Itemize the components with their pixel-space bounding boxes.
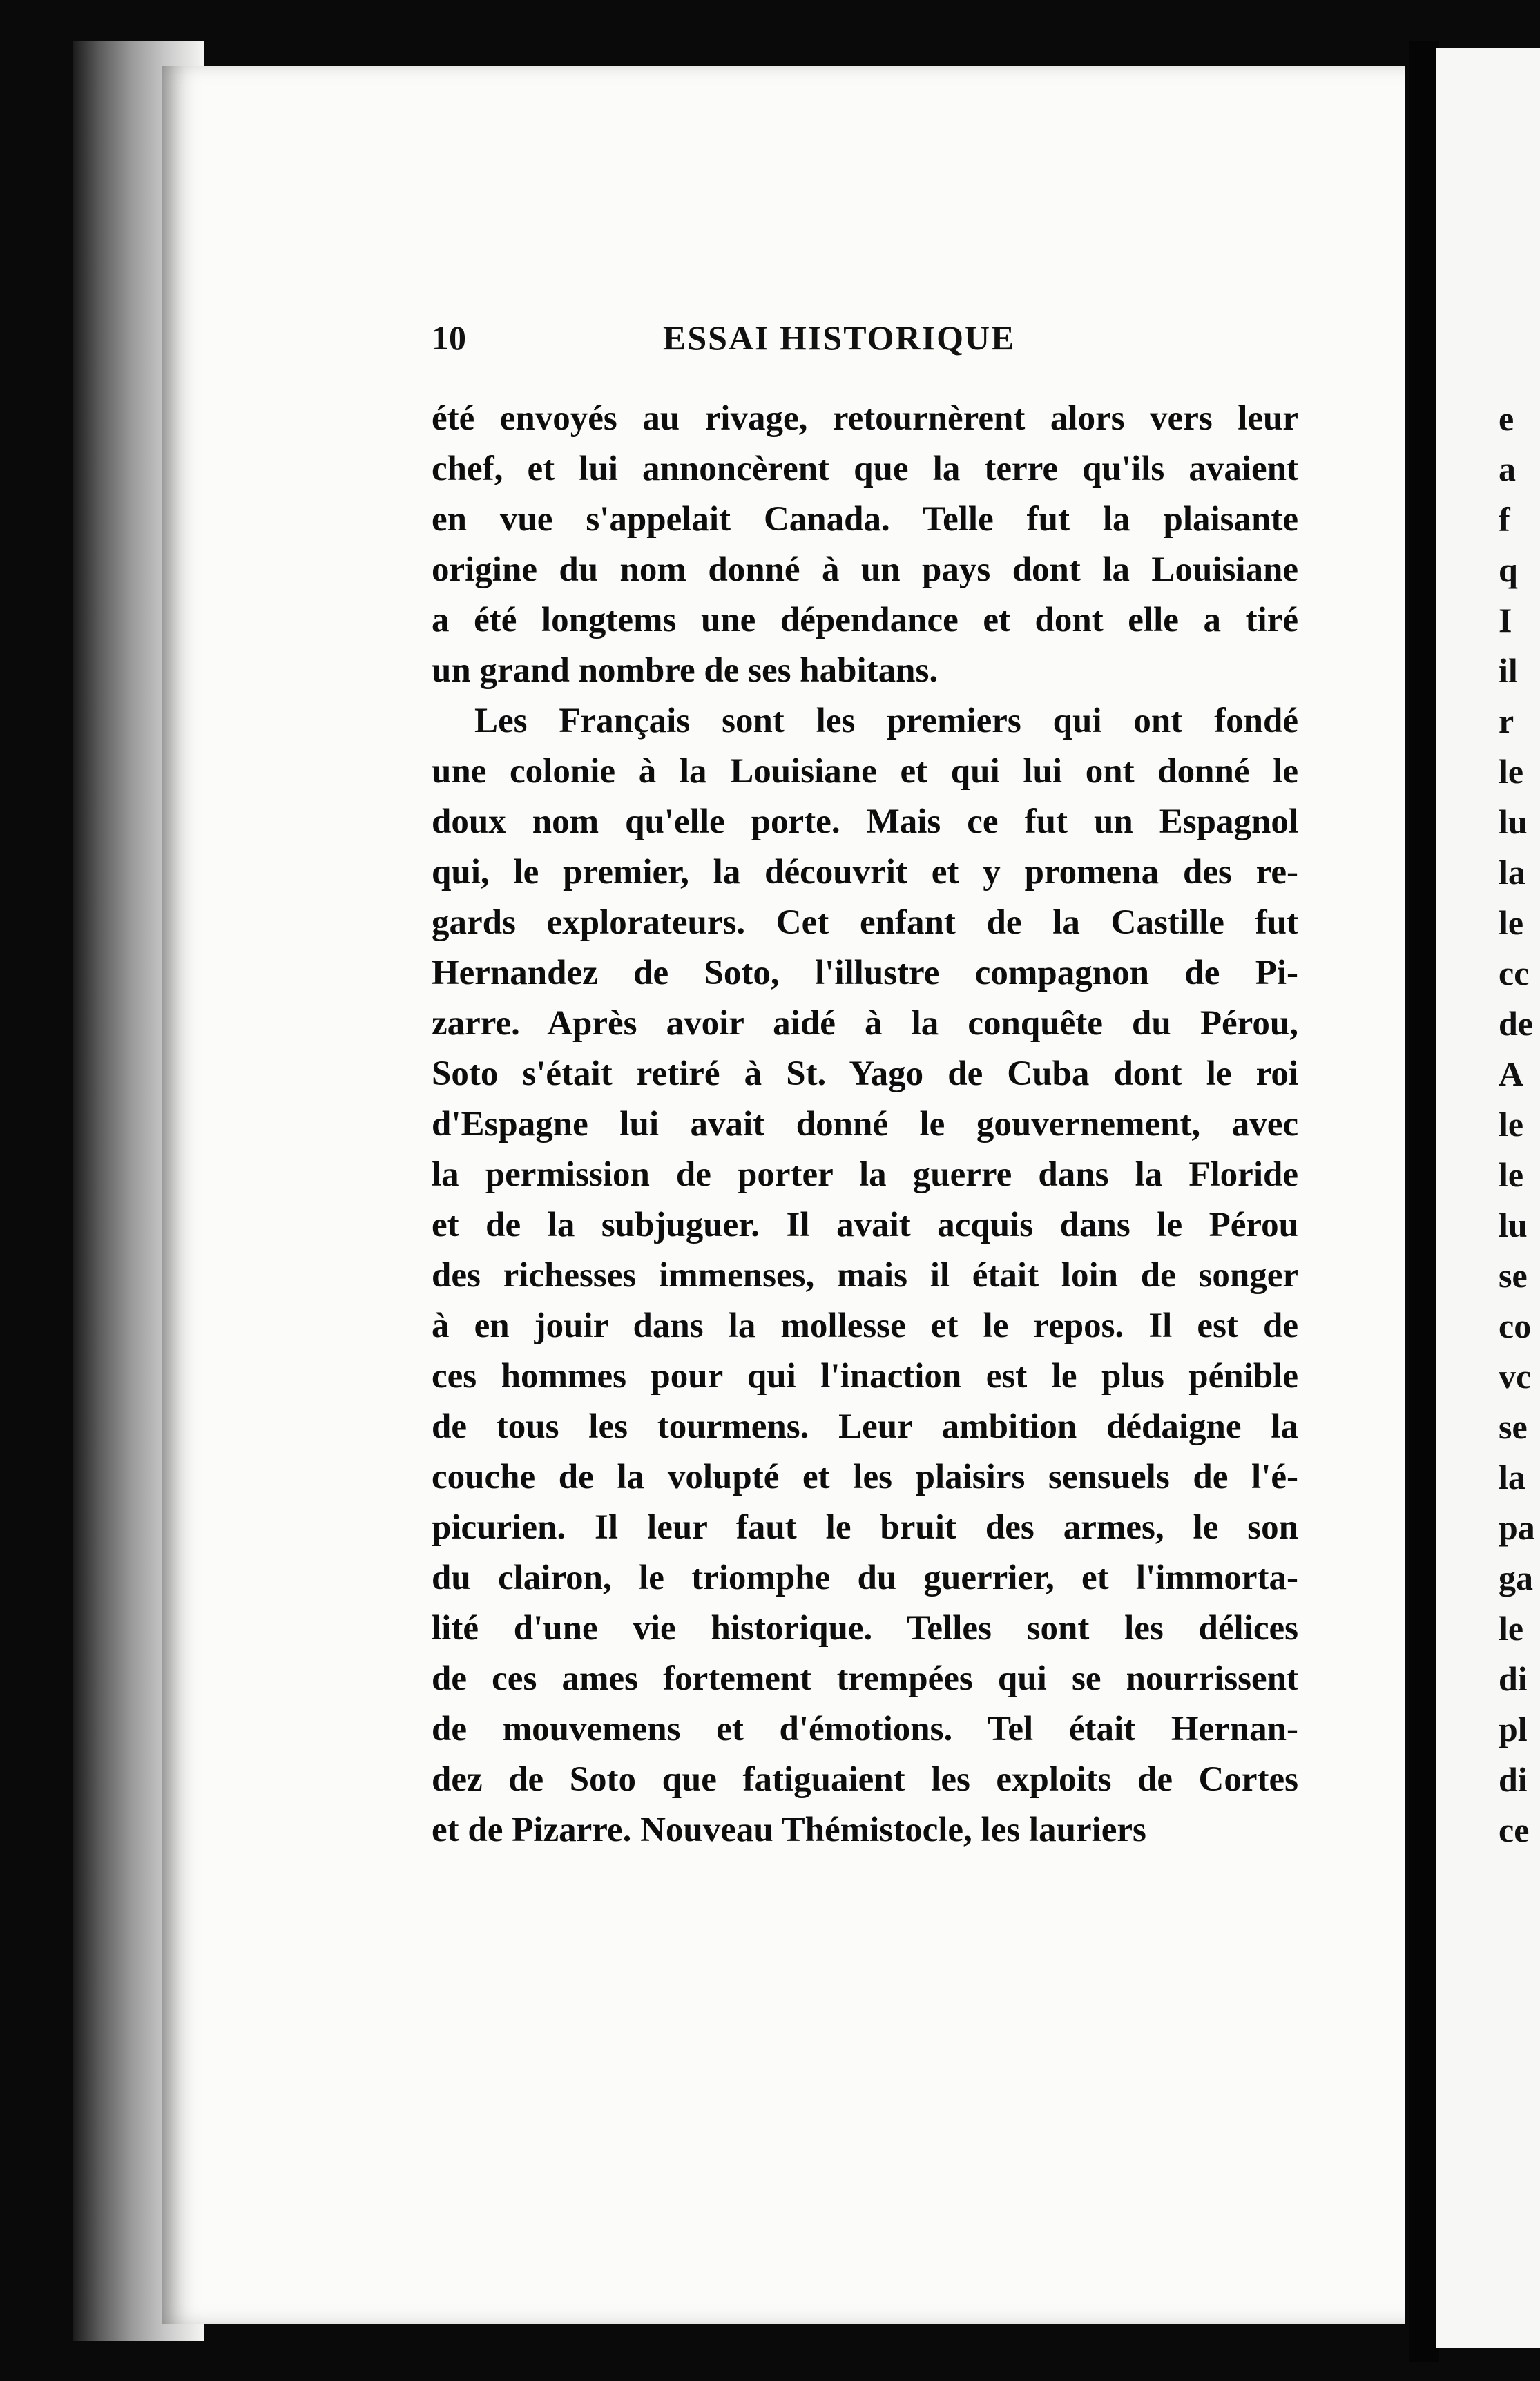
facing-page-fragment: di <box>1499 1760 1528 1799</box>
facing-page-fragment: de <box>1499 1004 1533 1043</box>
facing-page-fragment: I <box>1499 601 1512 639</box>
text-line: origine du nom donné à un pays dont la Louisiane <box>432 550 1298 589</box>
facing-page-fragment: a <box>1499 450 1516 488</box>
facing-page-fragment: lu <box>1499 1206 1528 1244</box>
text-line: une colonie à la Louisiane et qui lui ont donné le <box>432 752 1298 791</box>
text-line: couche de la volupté et les plaisirs sensuels de l'é- <box>432 1458 1298 1496</box>
page-gutter <box>1409 41 1439 2362</box>
facing-page-fragment: f <box>1499 500 1510 539</box>
facing-page-fragment: A <box>1499 1054 1524 1093</box>
text-line: à en jouir dans la mollesse et le repos. Il est de <box>432 1307 1298 1345</box>
text-line: zarre. Après avoir aidé à la conquête du Pérou, <box>432 1004 1298 1043</box>
facing-page-fragment: la <box>1499 1458 1525 1496</box>
facing-page-fragment: le <box>1499 1609 1524 1648</box>
facing-page-fragment: di <box>1499 1659 1528 1698</box>
text-line: la permission de porter la guerre dans la Floride <box>432 1155 1298 1194</box>
facing-page-fragment: e <box>1499 399 1514 438</box>
text-line: de tous les tourmens. Leur ambition dédaigne la <box>432 1407 1298 1446</box>
text-line: gards explorateurs. Cet enfant de la Castille fut <box>432 903 1298 942</box>
text-line: et de la subjuguer. Il avait acquis dans le Pérou <box>432 1206 1298 1244</box>
facing-page-fragment: la <box>1499 853 1525 891</box>
body-text <box>432 394 1298 1855</box>
text-line: de ces ames fortement trempées qui se nourrissent <box>432 1659 1298 1698</box>
text-line: qui, le premier, la découvrit et y promena des re- <box>432 853 1298 891</box>
text-line: dez de Soto que fatiguaient les exploits de Cortes <box>432 1760 1298 1799</box>
text-line: chef, et lui annoncèrent que la terre qu'ils avaient <box>432 450 1298 488</box>
page-number: 10 <box>432 318 466 357</box>
facing-page-fragment: il <box>1499 651 1518 690</box>
facing-page-fragment: ga <box>1499 1559 1533 1597</box>
text-line: doux nom qu'elle porte. Mais ce fut un Espagnol <box>432 802 1298 841</box>
text-line: d'Espagne lui avait donné le gouvernement, avec <box>432 1105 1298 1144</box>
facing-page-fragment: lu <box>1499 802 1528 841</box>
facing-page-fragment: se <box>1499 1256 1528 1295</box>
facing-page-text-fragments <box>1499 394 1540 1855</box>
facing-page-fragment: pl <box>1499 1710 1528 1748</box>
text-line: des richesses immenses, mais il était loin de songer <box>432 1256 1298 1295</box>
facing-page-fragment: ce <box>1499 1811 1530 1849</box>
facing-page-fragment: co <box>1499 1307 1532 1345</box>
text-line: lité d'une vie historique. Telles sont les délices <box>432 1609 1298 1648</box>
facing-page-fragment: le <box>1499 752 1524 791</box>
text-line: Soto s'était retiré à St. Yago de Cuba dont le roi <box>432 1054 1298 1093</box>
text-line: été envoyés au rivage, retournèrent alors vers leur <box>432 399 1298 438</box>
text-line: et de Pizarre. Nouveau Thémistocle, les lauriers <box>432 1811 1146 1849</box>
text-line: du clairon, le triomphe du guerrier, et l'immorta- <box>432 1559 1298 1597</box>
running-title: ESSAI HISTORIQUE <box>663 318 1016 357</box>
text-line: en vue s'appelait Canada. Telle fut la plaisante <box>432 500 1298 539</box>
facing-page-fragment: se <box>1499 1407 1528 1446</box>
text-line: picurien. Il leur faut le bruit des armes, le son <box>432 1508 1298 1547</box>
facing-page-fragment: le <box>1499 1105 1524 1144</box>
text-line: un grand nombre de ses habitans. <box>432 651 939 690</box>
facing-page-fragment: cc <box>1499 954 1530 992</box>
page-header <box>432 318 1298 373</box>
text-line: de mouvemens et d'émotions. Tel était Hernan- <box>432 1710 1298 1748</box>
facing-page-fragment: le <box>1499 1155 1524 1194</box>
facing-page-fragment: r <box>1499 702 1514 740</box>
text-line: Hernandez de Soto, l'illustre compagnon de Pi- <box>432 954 1298 992</box>
text-line: Les Français sont les premiers qui ont fondé <box>474 702 1298 740</box>
facing-page-fragment: pa <box>1499 1508 1535 1547</box>
facing-page-fragment: q <box>1499 550 1518 589</box>
text-line: a été longtems une dépendance et dont elle a tiré <box>432 601 1298 639</box>
facing-page-fragment: le <box>1499 903 1524 942</box>
facing-page-fragment: vc <box>1499 1357 1532 1396</box>
text-line: ces hommes pour qui l'inaction est le plus pénible <box>432 1357 1298 1396</box>
